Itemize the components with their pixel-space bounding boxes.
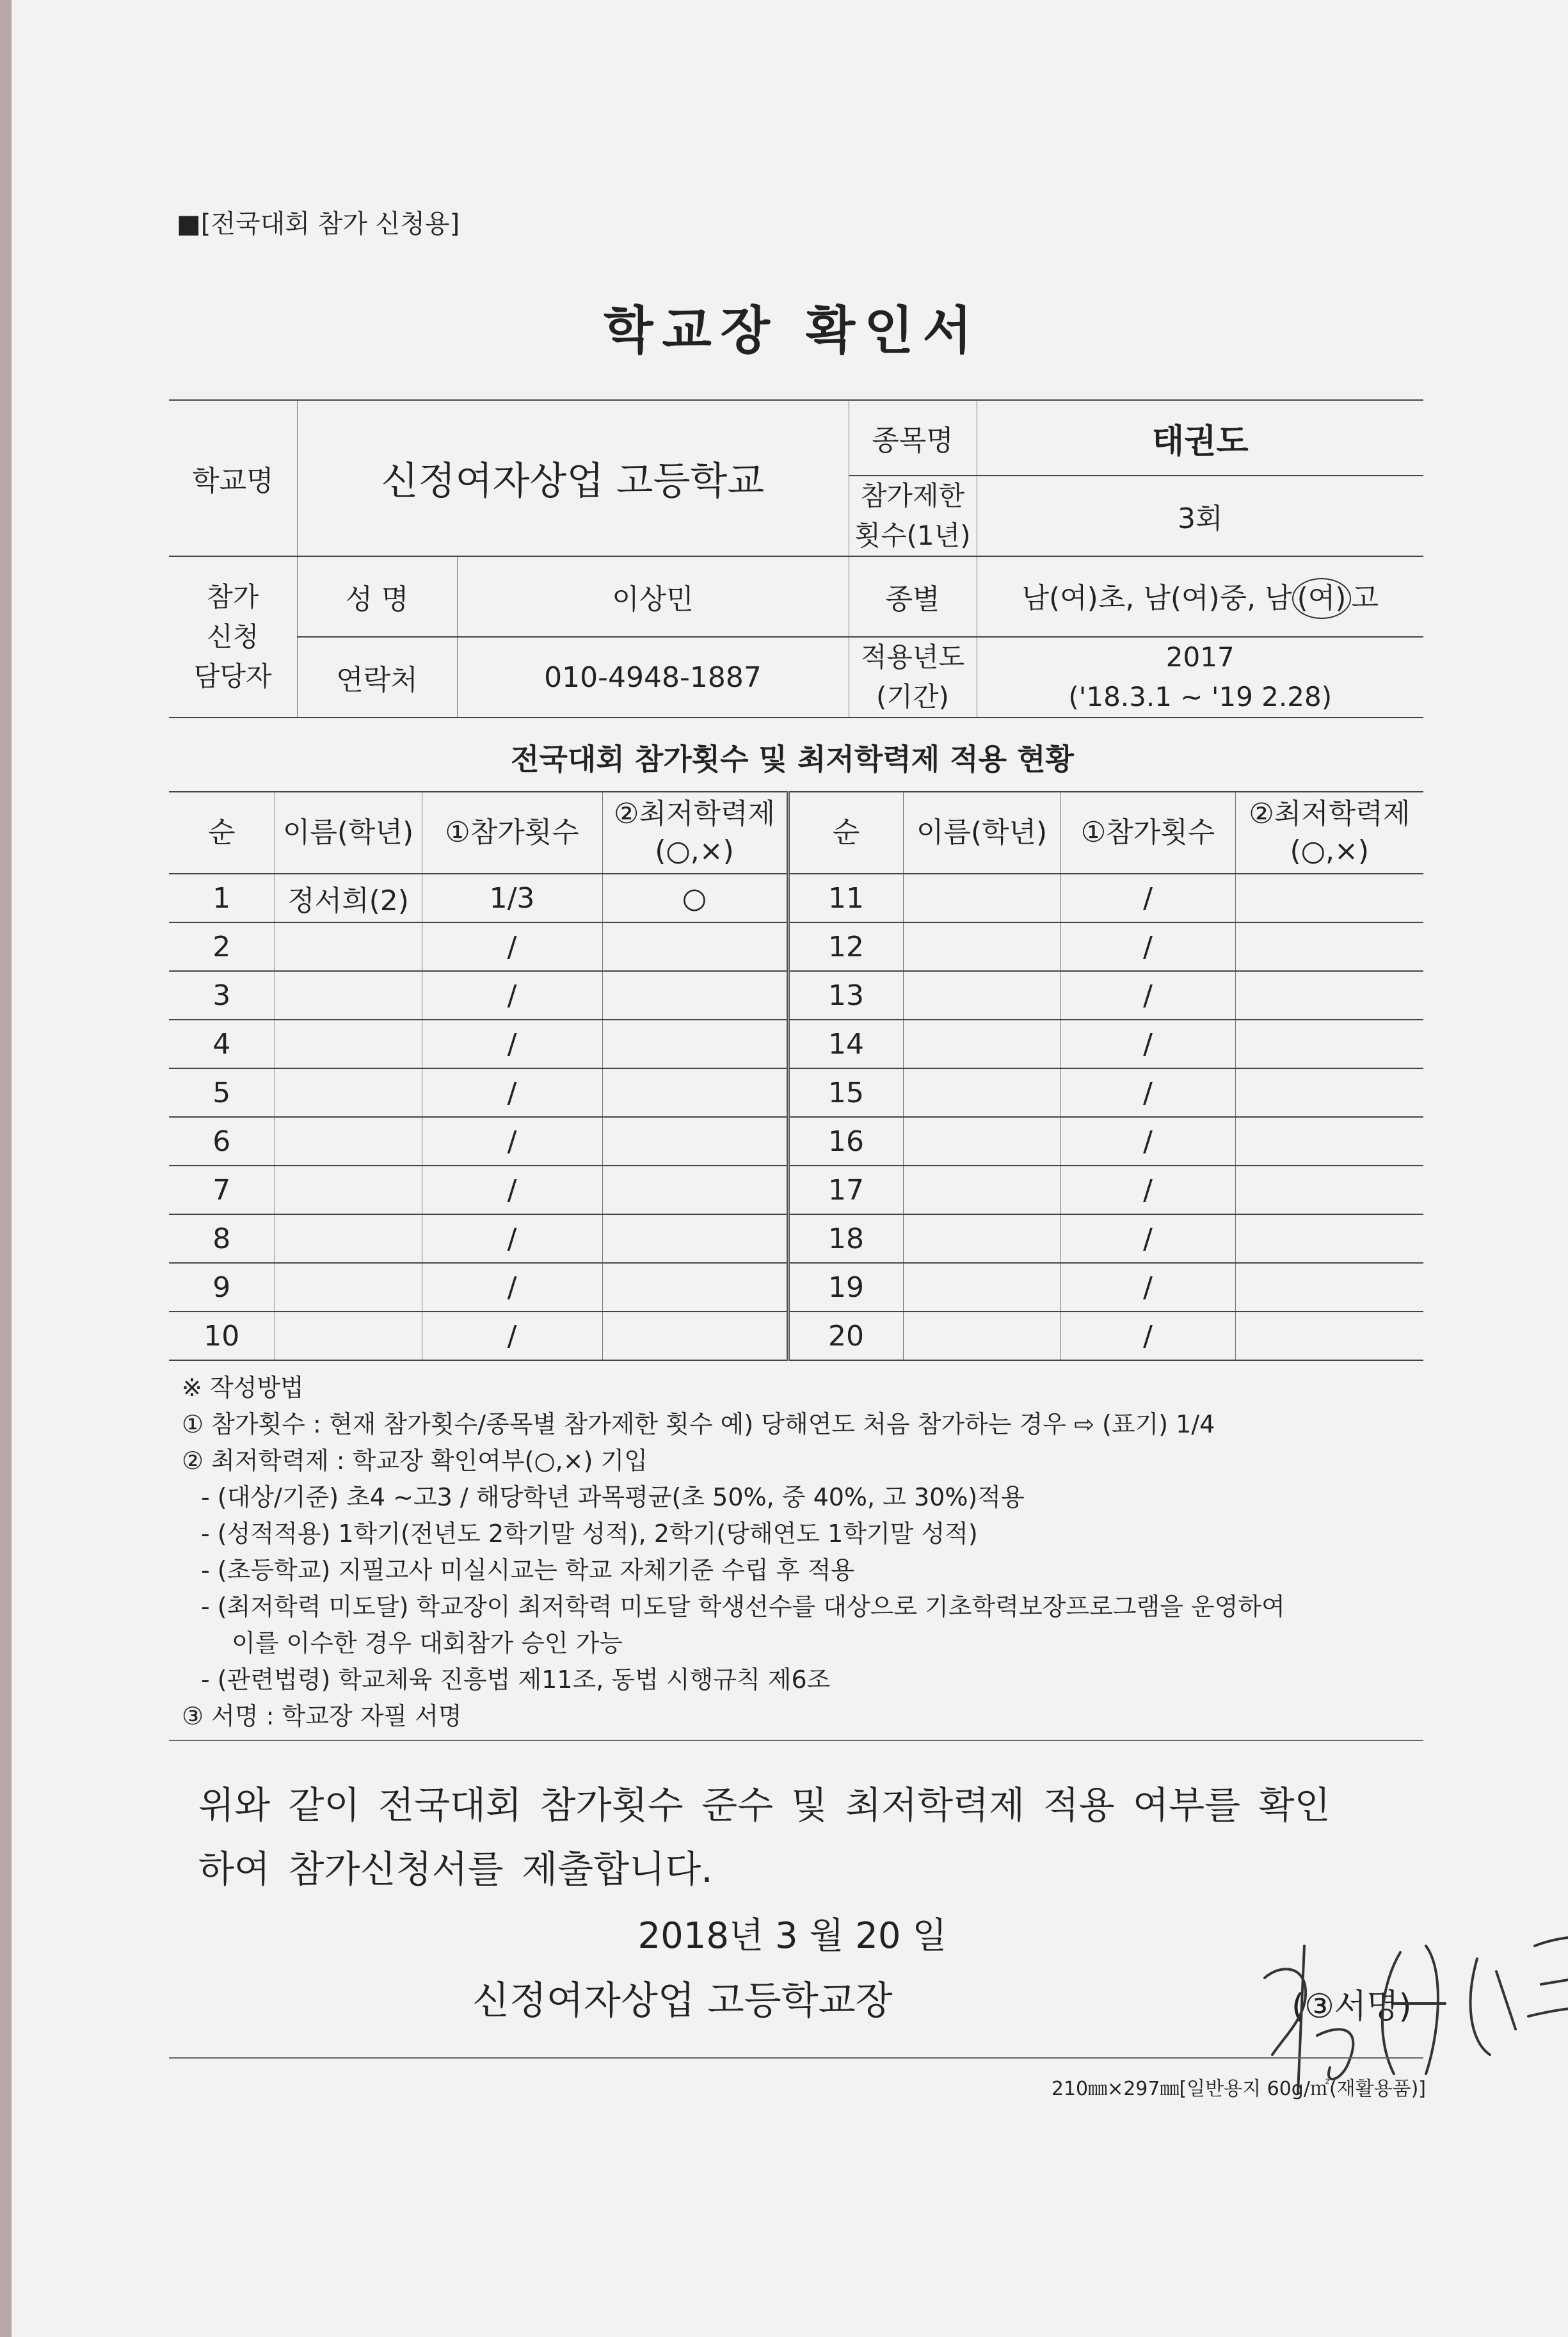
row-count-2: / xyxy=(1060,1068,1235,1117)
note-line: - (초등학교) 지필고사 미실시교는 학교 자체기준 수립 후 적용 xyxy=(201,1556,854,1584)
col-min-2: ②최저학력제 (○,×) xyxy=(1235,792,1423,874)
row-name-2 xyxy=(903,1263,1060,1312)
status-table-title: 전국대회 참가횟수 및 최저학력제 적용 현황 xyxy=(511,742,1074,776)
handwritten-signature xyxy=(1234,1907,1568,2100)
row-min xyxy=(602,1020,788,1068)
note-line: 이를 이수한 경우 대회참가 승인 가능 xyxy=(232,1629,623,1657)
row-no-2: 18 xyxy=(788,1214,903,1263)
col-name-2: 이름(학년) xyxy=(903,792,1060,874)
row-name-2 xyxy=(903,1166,1060,1214)
row-name xyxy=(275,1068,422,1117)
school-name: 신정여자상업 고등학교 xyxy=(297,400,849,556)
row-min: ○ xyxy=(602,874,788,922)
row-min xyxy=(602,1214,788,1263)
col-min: ②최저학력제 (○,×) xyxy=(602,792,788,874)
row-no-2: 12 xyxy=(788,922,903,971)
col-count-2: ①참가횟수 xyxy=(1060,792,1235,874)
form-tag: ■[전국대회 참가 신청용] xyxy=(177,209,460,239)
table-row xyxy=(169,1312,1423,1360)
row-count-2: / xyxy=(1060,1117,1235,1166)
signature-label: (③서명) xyxy=(1292,1988,1412,2026)
row-no-2: 15 xyxy=(788,1068,903,1117)
row-name-2 xyxy=(903,1117,1060,1166)
row-no: 2 xyxy=(169,922,275,971)
event-label: 종목명 xyxy=(849,400,977,476)
row-count: / xyxy=(422,1166,602,1214)
note-line: ③ 서명 : 학교장 자필 서명 xyxy=(182,1702,462,1730)
row-name-2 xyxy=(903,1312,1060,1360)
row-count-2: / xyxy=(1060,874,1235,922)
declaration: 위와 같이 전국대회 참가횟수 준수 및 최저학력제 적용 여부를 확인 하여 참가신청서를 제출합니다. xyxy=(198,1783,1331,1891)
row-no: 7 xyxy=(169,1166,275,1214)
note-line: ① 참가횟수 : 현재 참가횟수/종목별 참가제한 횟수 예) 당해연도 처음 참가하는 경우 ⇨ (표기) 1/4 xyxy=(182,1410,1215,1438)
row-count: / xyxy=(422,1263,602,1312)
row-name xyxy=(275,1020,422,1068)
row-min-2 xyxy=(1235,1263,1423,1312)
document-page xyxy=(12,0,1568,2337)
table-row xyxy=(169,922,1423,971)
row-no-2: 11 xyxy=(788,874,903,922)
row-count: / xyxy=(422,971,602,1020)
note-line: - (관련법령) 학교체육 진흥법 제11조, 동법 시행규칙 제6조 xyxy=(201,1666,831,1694)
col-count: ①참가횟수 xyxy=(422,792,602,874)
row-min xyxy=(602,1166,788,1214)
note-line: ② 최저학력제 : 학교장 확인여부(○,×) 기입 xyxy=(182,1447,648,1475)
note-line: ※ 작성방법 xyxy=(182,1374,304,1402)
row-name xyxy=(275,922,422,971)
gender-value: 남(여)초, 남(여)중, 남 (여) 고 xyxy=(977,556,1423,637)
row-name: 정서희(2) xyxy=(275,874,422,922)
document-title: 학교장 확인서 xyxy=(604,301,981,360)
note-line: - (대상/기준) 초4 ~고3 / 해당학년 과목평균(초 50%, 중 40%, 고 30%)적용 xyxy=(201,1483,1025,1511)
school-label: 학교명 xyxy=(169,400,297,556)
row-no: 10 xyxy=(169,1312,275,1360)
limit-label: 참가제한 횟수(1년) xyxy=(849,476,977,556)
table-row xyxy=(169,1117,1423,1166)
row-min-2 xyxy=(1235,971,1423,1020)
row-min xyxy=(602,1263,788,1312)
row-name-2 xyxy=(903,874,1060,922)
declaration-date: 2018년 3 월 20 일 xyxy=(637,1915,947,1957)
table-row xyxy=(169,874,1423,922)
row-count-2: / xyxy=(1060,1166,1235,1214)
row-count: / xyxy=(422,1214,602,1263)
row-min xyxy=(602,922,788,971)
row-no-2: 16 xyxy=(788,1117,903,1166)
circled-option: (여) xyxy=(1292,578,1352,619)
row-no-2: 14 xyxy=(788,1020,903,1068)
row-name xyxy=(275,1312,422,1360)
row-no-2: 17 xyxy=(788,1166,903,1214)
table-row xyxy=(169,1166,1423,1214)
status-table-header xyxy=(169,792,1423,874)
divider xyxy=(169,1740,1423,1741)
row-min-2 xyxy=(1235,1312,1423,1360)
row-name xyxy=(275,1214,422,1263)
row-no: 6 xyxy=(169,1117,275,1166)
row-no: 4 xyxy=(169,1020,275,1068)
note-line: - (최저학력 미도달) 학교장이 최저학력 미도달 학생선수를 대상으로 기초학력보장프로그램을 운영하여 xyxy=(201,1593,1285,1621)
info-table xyxy=(169,399,1423,718)
status-table xyxy=(169,791,1423,1361)
row-count: / xyxy=(422,1117,602,1166)
year-label: 적용년도 (기간) xyxy=(849,637,977,718)
row-count: / xyxy=(422,1312,602,1360)
row-no-2: 13 xyxy=(788,971,903,1020)
row-name-2 xyxy=(903,971,1060,1020)
row-no: 3 xyxy=(169,971,275,1020)
row-count-2: / xyxy=(1060,1312,1235,1360)
row-name xyxy=(275,1117,422,1166)
row-count: / xyxy=(422,922,602,971)
row-min-2 xyxy=(1235,874,1423,922)
row-name-2 xyxy=(903,922,1060,971)
row-min xyxy=(602,1068,788,1117)
gender-label: 종별 xyxy=(849,556,977,637)
row-count-2: / xyxy=(1060,1214,1235,1263)
row-min xyxy=(602,1312,788,1360)
note-line: - (성적적용) 1학기(전년도 2학기말 성적), 2학기(당해연도 1학기말 성적) xyxy=(201,1520,978,1548)
row-min-2 xyxy=(1235,1068,1423,1117)
person-label: 참가 신청 담당자 xyxy=(169,556,297,718)
row-min-2 xyxy=(1235,1214,1423,1263)
row-count: 1/3 xyxy=(422,874,602,922)
col-name: 이름(학년) xyxy=(275,792,422,874)
divider xyxy=(169,2057,1423,2059)
row-count-2: / xyxy=(1060,1263,1235,1312)
row-count-2: / xyxy=(1060,971,1235,1020)
table-row xyxy=(169,971,1423,1020)
paper-spec: 210㎜×297㎜[일반용지 60g/㎡(재활용품)] xyxy=(1051,2078,1426,2100)
row-count-2: / xyxy=(1060,1020,1235,1068)
row-no: 8 xyxy=(169,1214,275,1263)
row-no: 9 xyxy=(169,1263,275,1312)
table-row xyxy=(169,1068,1423,1117)
name-label: 성 명 xyxy=(297,556,457,637)
row-name-2 xyxy=(903,1020,1060,1068)
table-row xyxy=(169,1263,1423,1312)
col-no: 순 xyxy=(169,792,275,874)
row-count-2: / xyxy=(1060,922,1235,971)
event-value: 태권도 xyxy=(977,400,1423,476)
row-min xyxy=(602,1117,788,1166)
row-name-2 xyxy=(903,1068,1060,1117)
row-name xyxy=(275,1263,422,1312)
row-no-2: 19 xyxy=(788,1263,903,1312)
row-no: 5 xyxy=(169,1068,275,1117)
contact-label: 연락처 xyxy=(297,637,457,718)
row-no: 1 xyxy=(169,874,275,922)
row-min-2 xyxy=(1235,1117,1423,1166)
row-min-2 xyxy=(1235,1166,1423,1214)
row-min-2 xyxy=(1235,1020,1423,1068)
contact-value: 010-4948-1887 xyxy=(457,637,849,718)
row-min xyxy=(602,971,788,1020)
table-row xyxy=(169,1020,1423,1068)
table-row xyxy=(169,1214,1423,1263)
row-count: / xyxy=(422,1020,602,1068)
col-no-2: 순 xyxy=(788,792,903,874)
row-no-2: 20 xyxy=(788,1312,903,1360)
row-min-2 xyxy=(1235,922,1423,971)
row-name-2 xyxy=(903,1214,1060,1263)
row-name xyxy=(275,971,422,1020)
name-value: 이상민 xyxy=(457,556,849,637)
limit-value: 3회 xyxy=(977,476,1423,556)
principal-name: 신정여자상업 고등학교장 xyxy=(472,1979,893,2023)
row-name xyxy=(275,1166,422,1214)
writing-instructions xyxy=(182,1370,1423,1735)
year-value: 2017 ('18.3.1 ~ '19 2.28) xyxy=(977,637,1423,718)
row-count: / xyxy=(422,1068,602,1117)
